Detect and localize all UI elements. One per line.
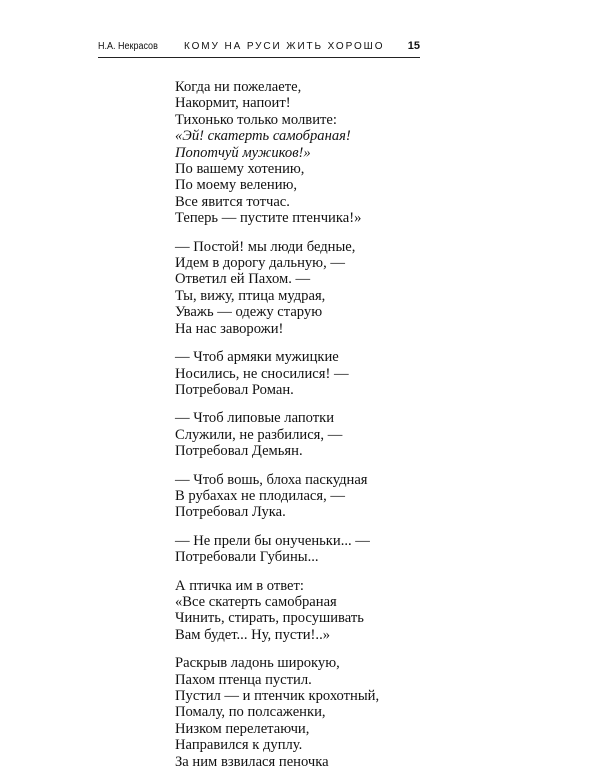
poem-line: Чинить, стирать, просушивать [175,610,364,627]
poem-line: — Чтоб вошь, блоха паскудная [175,471,368,488]
poem-text [175,79,435,782]
poem-line: Носились, не сносилися! — [175,365,349,382]
stanza [175,79,435,227]
stanza [175,239,435,337]
poem-line: Попотчуй мужиков!» [175,144,311,161]
poem-line: Ты, вижу, птица мудрая, [175,287,326,304]
poem-line: Накормит, напоит! [175,95,291,112]
poem-line: Потребовал Роман. [175,381,294,398]
running-header [98,41,420,58]
poem-line: — Чтоб липовые лапотки [175,410,335,427]
poem-line: Все явится тотчас. [175,193,290,210]
poem-line: — Не прели бы онученьки... — [175,532,370,549]
poem-line: Пустил — и птенчик крохотный, [175,688,380,704]
poem-line: Раскрыв ладонь широкую, [175,655,340,672]
poem-line: В рубахах не плодилася, — [175,487,346,504]
poem-line: Потребовали Губины... [175,549,319,566]
poem-line: Потребовал Демьян. [175,443,303,460]
poem-line: Служили, не разбилися, — [175,426,343,443]
poem-line: По вашему хотению, [175,161,305,178]
poem-line: Вам будет... Ну, пусти!..» [175,626,331,643]
poem-line: Идем в дорогу дальную, — [175,255,345,272]
stanza [175,655,435,770]
poem-line: Направился к дуплу. [175,737,303,754]
poem-line: Пахом птенца пустил. [175,671,312,688]
stanza [175,349,435,398]
header-author: Н.А. Некрасов [98,41,158,52]
stanza [175,410,435,459]
poem-line: Уважь — одежу старую [175,304,323,321]
poem-line: А птичка им в ответ: [175,577,304,594]
poem-line: — Постой! мы люди бедные, [175,238,356,255]
poem-line: Ответил ей Пахом. — [175,271,311,288]
page-number: 15 [407,40,420,52]
poem-line: На нас заворожи! [175,320,284,337]
poem-line: Когда ни пожелаете, [175,79,302,95]
poem-line: «Эй! скатерть самобраная! [175,128,351,145]
poem-line: Помалу, по полсаженки, [175,704,326,721]
poem-line: Потребовал Лука. [175,504,286,521]
poem-line: По моему велению, [175,177,298,194]
poem-line: Теперь — пустите птенчика!» [175,210,362,227]
poem-line: — Чтоб армяки мужицкие [175,349,339,366]
poem-line: Низком перелетаючи, [175,720,310,737]
poem-line: «Все скатерть самобраная [175,593,337,610]
poem-line: За ним взвилася пеночка [175,753,329,770]
stanza [175,533,435,566]
stanza [175,578,435,644]
header-title: КОМУ НА РУСИ ЖИТЬ ХОРОШО [184,41,385,52]
poem-line: Тихонько только молвите: [175,111,337,128]
stanza [175,472,435,521]
